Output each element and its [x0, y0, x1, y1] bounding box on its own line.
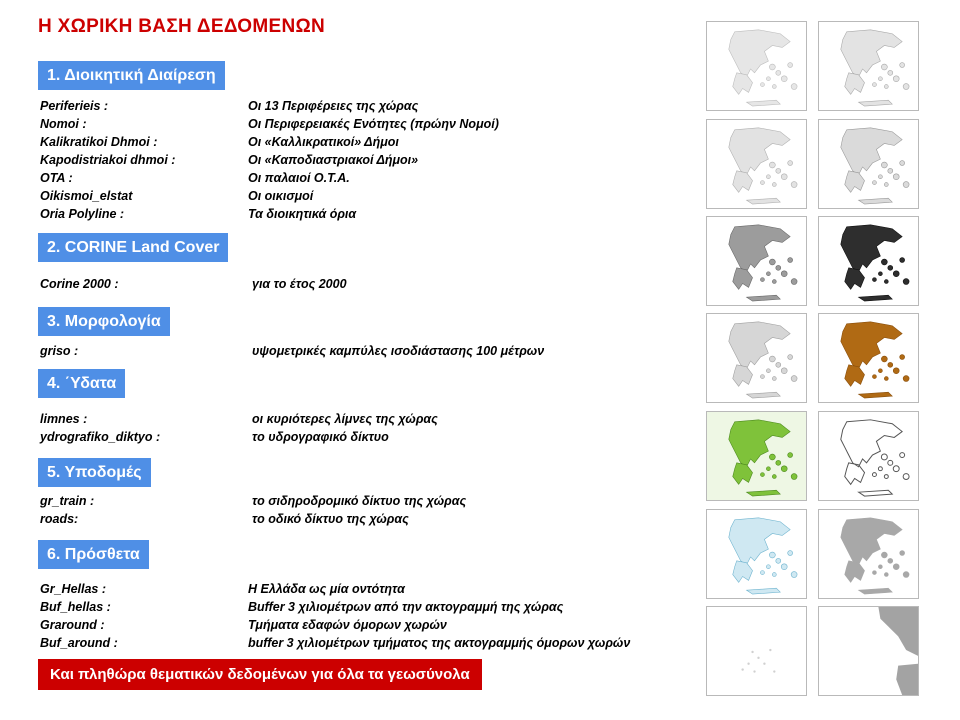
data-row — [40, 580, 405, 599]
layer-name: Oria Polyline : — [40, 207, 125, 221]
data-row — [40, 616, 447, 635]
data-row — [40, 634, 630, 653]
data-row — [40, 133, 399, 152]
data-row — [40, 205, 356, 224]
map-thumb-nomoi — [818, 21, 919, 111]
layer-name: Gr_Hellas : — [40, 582, 107, 596]
section-header-corine: 2. CORINE Land Cover — [38, 233, 228, 262]
layer-name: Kalikratikoi Dhmoi : — [40, 135, 158, 149]
map-thumb-corine-gray — [706, 216, 807, 306]
data-row — [40, 342, 544, 361]
layer-description: Οι 13 Περιφέρειες της χώρας — [248, 99, 419, 113]
data-row — [40, 115, 499, 134]
page-title: Η ΧΩΡΙΚΗ ΒΑΣΗ ΔΕΔΟΜΕΝΩΝ — [38, 16, 326, 37]
layer-description: Τα διοικητικά όρια — [248, 207, 357, 221]
layer-name: limnes : — [40, 412, 88, 426]
layer-description: Buffer 3 χιλιομέτρων από την ακτογραμμή της χώρας — [248, 600, 564, 614]
data-row — [40, 97, 418, 116]
map-thumb-hellas-gray — [818, 509, 919, 599]
layer-description: Οι Περιφερειακές Ενότητες (πρώην Νομοί) — [248, 117, 499, 131]
data-row — [40, 410, 438, 429]
data-row — [40, 275, 347, 294]
section-header-administrative: 1. Διοικητική Διαίρεση — [38, 61, 225, 90]
layer-description: Οι παλαιοί Ο.Τ.Α. — [248, 171, 350, 185]
data-row — [40, 428, 389, 447]
footer-banner: Και πληθώρα θεματικών δεδομένων για όλα τα γεωσύνολα — [38, 659, 482, 690]
layer-name: Nomoi : — [40, 117, 87, 131]
layer-description: Οι «Καλλικρατικοί» Δήμοι — [248, 135, 399, 149]
data-row — [40, 510, 409, 529]
layer-description: για το έτος 2000 — [252, 277, 347, 291]
data-row — [40, 187, 313, 206]
section-header-waters: 4. ΄Υδατα — [38, 369, 125, 398]
map-thumb-periferies — [706, 21, 807, 111]
map-thumb-corine-dark — [818, 216, 919, 306]
layer-name: OTA : — [40, 171, 73, 185]
layer-description: buffer 3 χιλιομέτρων τμήματος της ακτογραμμής όμορων χωρών — [248, 636, 631, 650]
map-thumb-dhmoi — [706, 119, 807, 209]
data-row — [40, 598, 563, 617]
layer-description: Οι «Καποδιαστριακοί Δήμοι» — [248, 153, 419, 167]
map-thumb-ota — [818, 119, 919, 209]
layer-name: Buf_hellas : — [40, 600, 111, 614]
map-thumb-around-gray — [818, 606, 919, 696]
data-row — [40, 169, 350, 188]
section-header-infrastructure: 5. Υποδομές — [38, 458, 151, 487]
map-thumb-relief-brown — [818, 313, 919, 403]
layer-name: griso : — [40, 344, 79, 358]
map-thumb-landcover-green — [706, 411, 807, 501]
data-row — [40, 151, 418, 170]
layer-name: Oikismoi_elstat — [40, 189, 133, 203]
map-thumb-morphology — [706, 313, 807, 403]
layer-description: το σιδηροδρομικό δίκτυο της χώρας — [252, 494, 467, 508]
layer-name: gr_train : — [40, 494, 95, 508]
layer-description: Οι οικισμοί — [248, 189, 314, 203]
layer-name: Kapodistriakoi dhmoi : — [40, 153, 176, 167]
map-thumb-lakes-blue — [706, 509, 807, 599]
layer-description: Τμήματα εδαφών όμορων χωρών — [248, 618, 447, 632]
layer-description: οι κυριότερες λίμνες της χώρας — [252, 412, 438, 426]
map-thumb-coastline-outline — [818, 411, 919, 501]
layer-name: Periferieis : — [40, 99, 109, 113]
layer-description: Η Ελλάδα ως μία οντότητα — [248, 582, 405, 596]
section-header-additional: 6. Πρόσθετα — [38, 540, 149, 569]
section-header-morphology: 3. Μορφολογία — [38, 307, 170, 336]
map-thumb-buffer-dots — [706, 606, 807, 696]
layer-name: Buf_around : — [40, 636, 118, 650]
data-row — [40, 492, 466, 511]
layer-name: roads: — [40, 512, 79, 526]
layer-description: το υδρογραφικό δίκτυο — [252, 430, 389, 444]
layer-name: Graround : — [40, 618, 105, 632]
layer-description: το οδικό δίκτυο της χώρας — [252, 512, 409, 526]
layer-name: Corine 2000 : — [40, 277, 119, 291]
layer-description: υψομετρικές καμπύλες ισοδιάστασης 100 μέτρων — [252, 344, 545, 358]
layer-name: ydrografiko_diktyo : — [40, 430, 161, 444]
